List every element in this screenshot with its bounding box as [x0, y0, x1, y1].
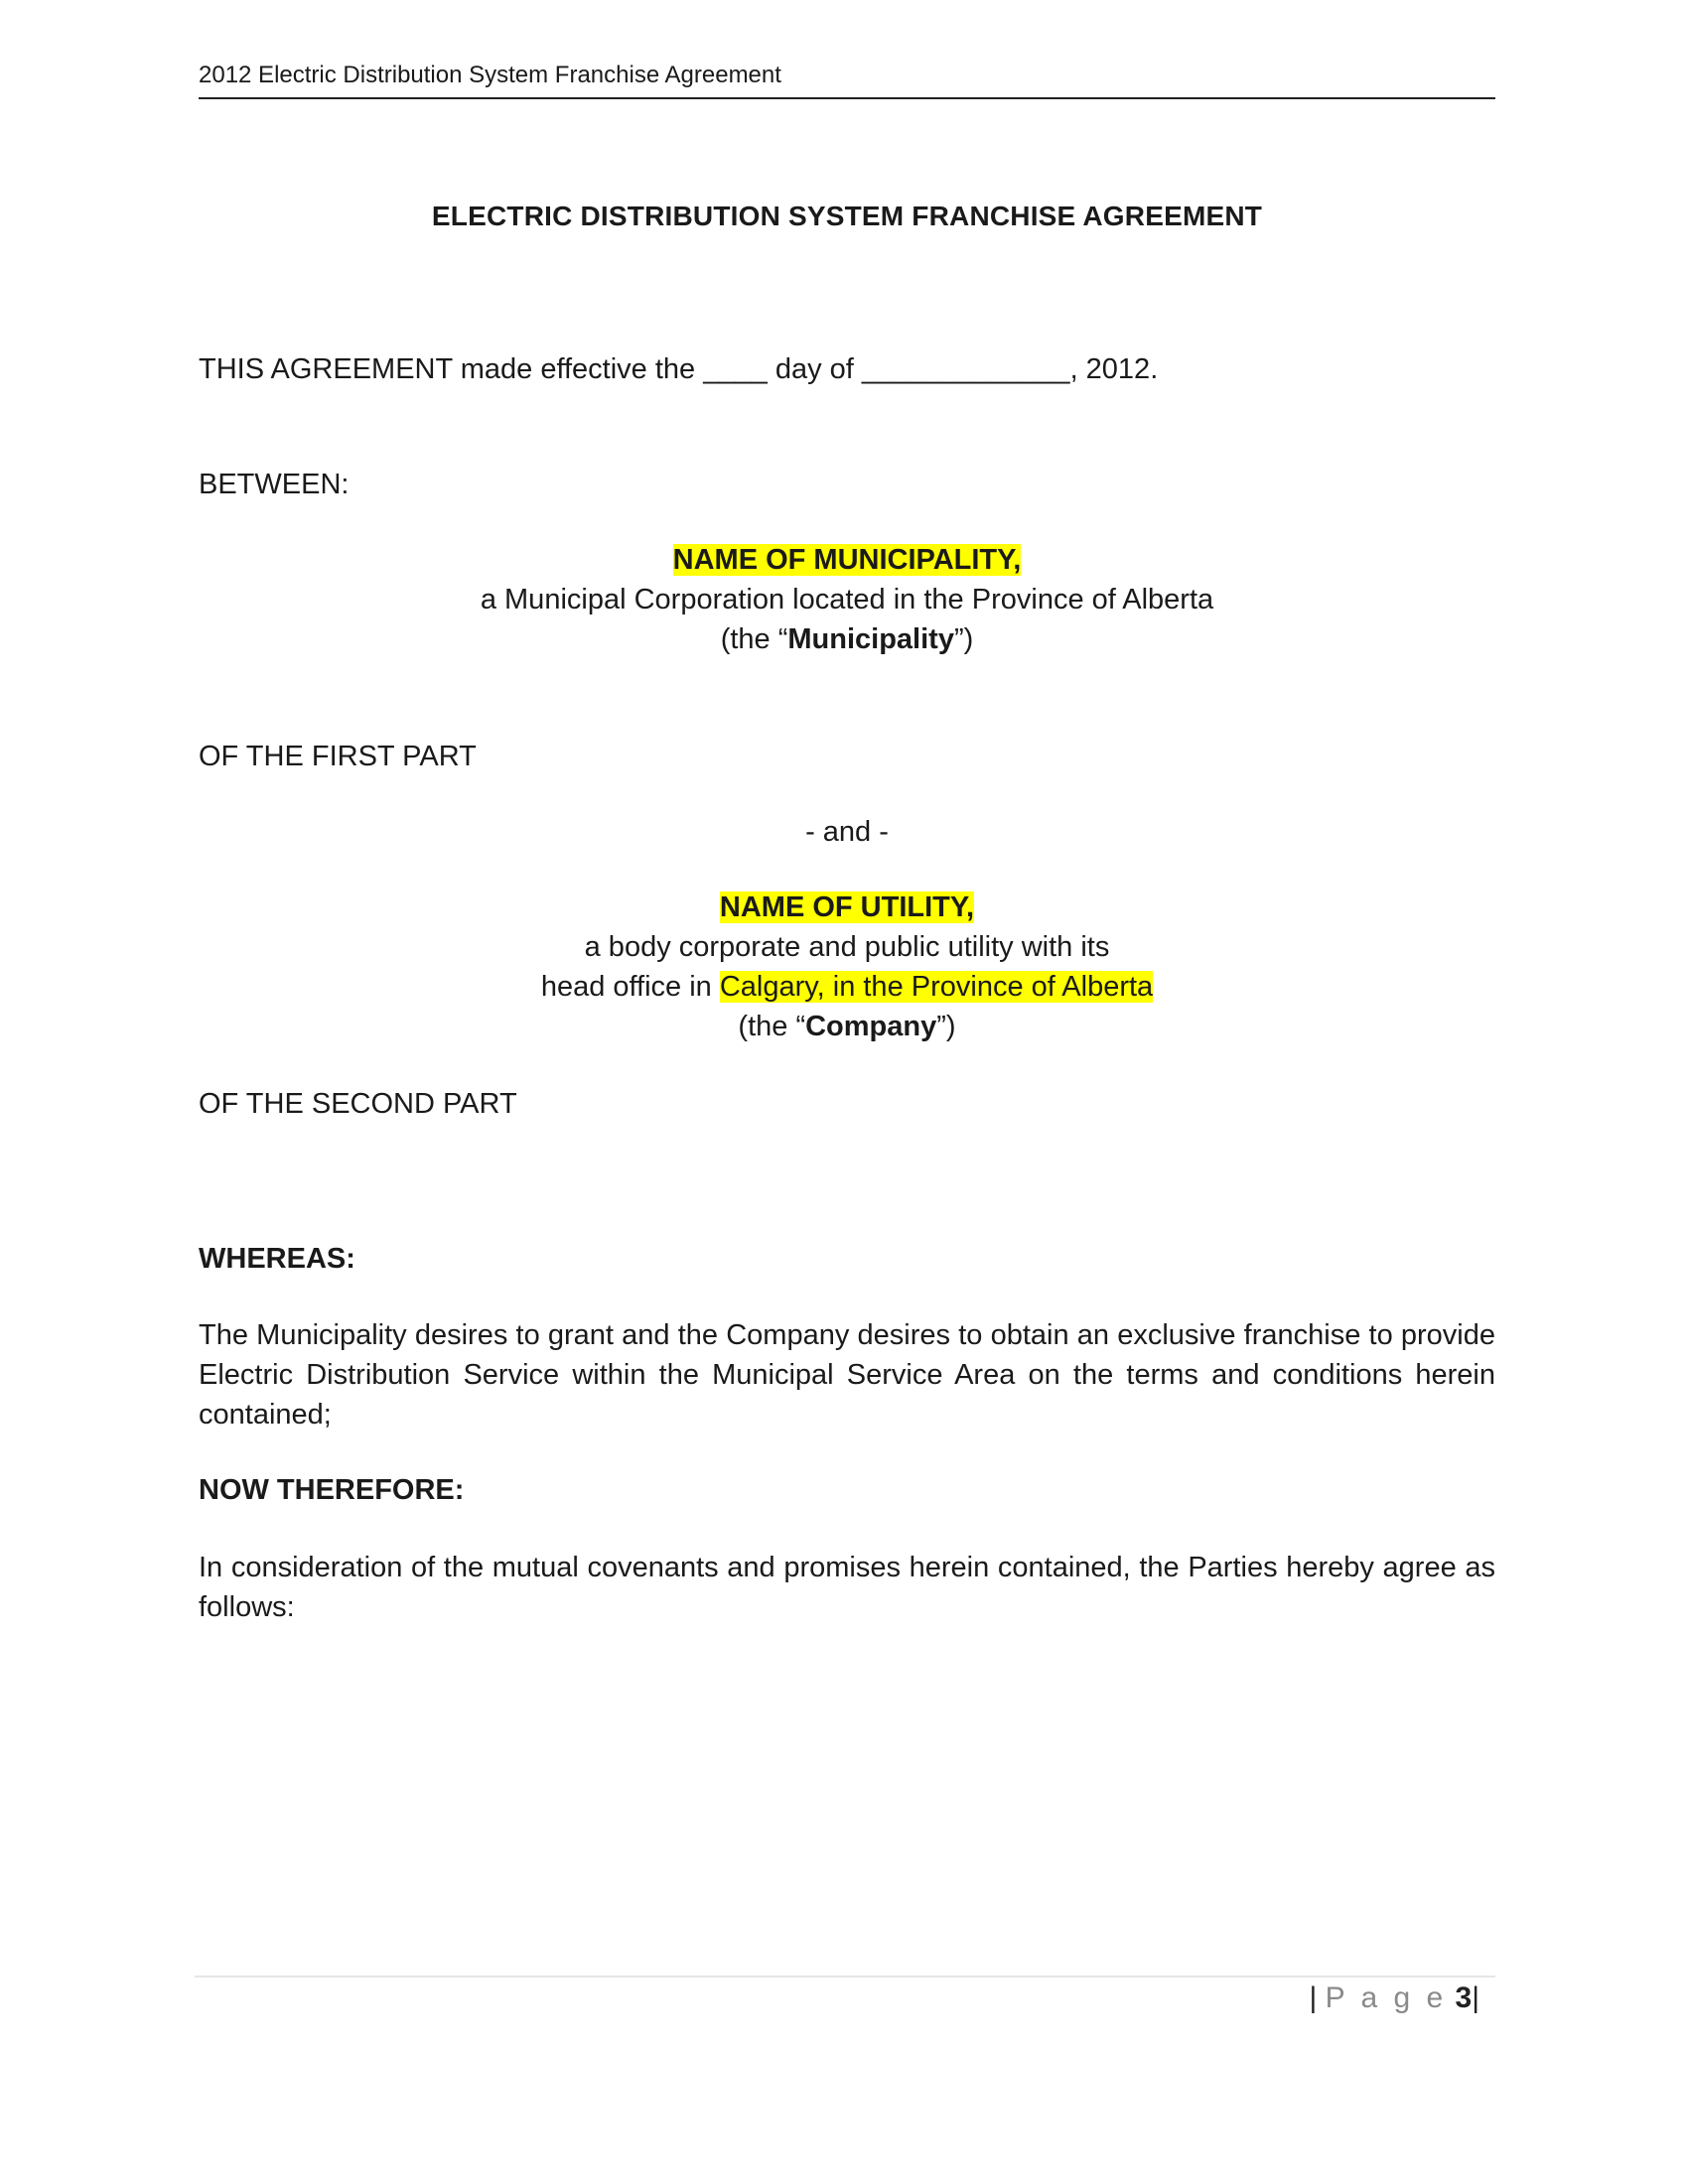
party1-name: NAME OF MUNICIPALITY,: [672, 544, 1022, 576]
and-separator: - and -: [805, 816, 889, 848]
document-title: ELECTRIC DISTRIBUTION SYSTEM FRANCHISE AGREEMENT: [431, 201, 1263, 231]
intro-middle: day of: [774, 353, 854, 385]
intro-month-blank: _____________: [861, 353, 1070, 385]
page-number: [1310, 1981, 1480, 2015]
party1-defined: [199, 619, 1495, 659]
agreement-intro: [199, 349, 1495, 389]
intro-prefix: THIS AGREEMENT made effective the: [199, 353, 696, 385]
footer-divider: [195, 1976, 1495, 1978]
party1-defined-prefix: (the “: [720, 623, 788, 655]
header-text: 2012 Electric Distribution System Franchise Agreement: [199, 62, 781, 88]
whereas-heading: WHEREAS:: [199, 1243, 355, 1275]
page-bar-right: |: [1472, 1981, 1479, 2014]
party2-line2-prefix: head office in: [540, 971, 720, 1003]
party2-defined: [199, 1007, 1495, 1046]
page-label: P a g e: [1325, 1981, 1448, 2014]
party2-block: [199, 887, 1495, 1046]
party2-name: NAME OF UTILITY,: [719, 891, 975, 923]
page-bar-left: |: [1309, 1981, 1318, 2014]
page-number-value: 3: [1455, 1981, 1473, 2014]
intro-suffix: , 2012.: [1069, 353, 1159, 385]
party1-defined-term: Municipality: [787, 623, 954, 655]
party2-line1: a body corporate and public utility with its: [584, 931, 1110, 963]
page-header: [199, 60, 1495, 99]
party1-description: a Municipal Corporation located in the Province of Alberta: [480, 584, 1214, 615]
party2-defined-term: Company: [805, 1011, 937, 1042]
intro-day-blank: ____: [703, 353, 768, 385]
first-part-label: OF THE FIRST PART: [199, 741, 477, 772]
party1-defined-suffix: ”): [953, 623, 974, 655]
now-therefore-paragraph: In consideration of the mutual covenants and promises herein contained, the Parties hereby agree as follows:: [199, 1552, 1495, 1623]
between-label: BETWEEN:: [199, 469, 350, 500]
party2-head-office: Calgary, in the Province of Alberta: [719, 971, 1154, 1003]
party2-defined-prefix: (the “: [738, 1011, 806, 1042]
party1-block: [199, 540, 1495, 659]
party2-defined-suffix: ”): [936, 1011, 956, 1042]
second-part-label: OF THE SECOND PART: [199, 1088, 517, 1120]
now-therefore-heading: NOW THEREFORE:: [199, 1474, 465, 1506]
party2-line2: [199, 967, 1495, 1007]
whereas-paragraph: The Municipality desires to grant and the Company desires to obtain an exclusive franchise to provide Electric Distribution Service within the Municipal Service Area on the terms and conditions herein contained;: [199, 1319, 1495, 1431]
